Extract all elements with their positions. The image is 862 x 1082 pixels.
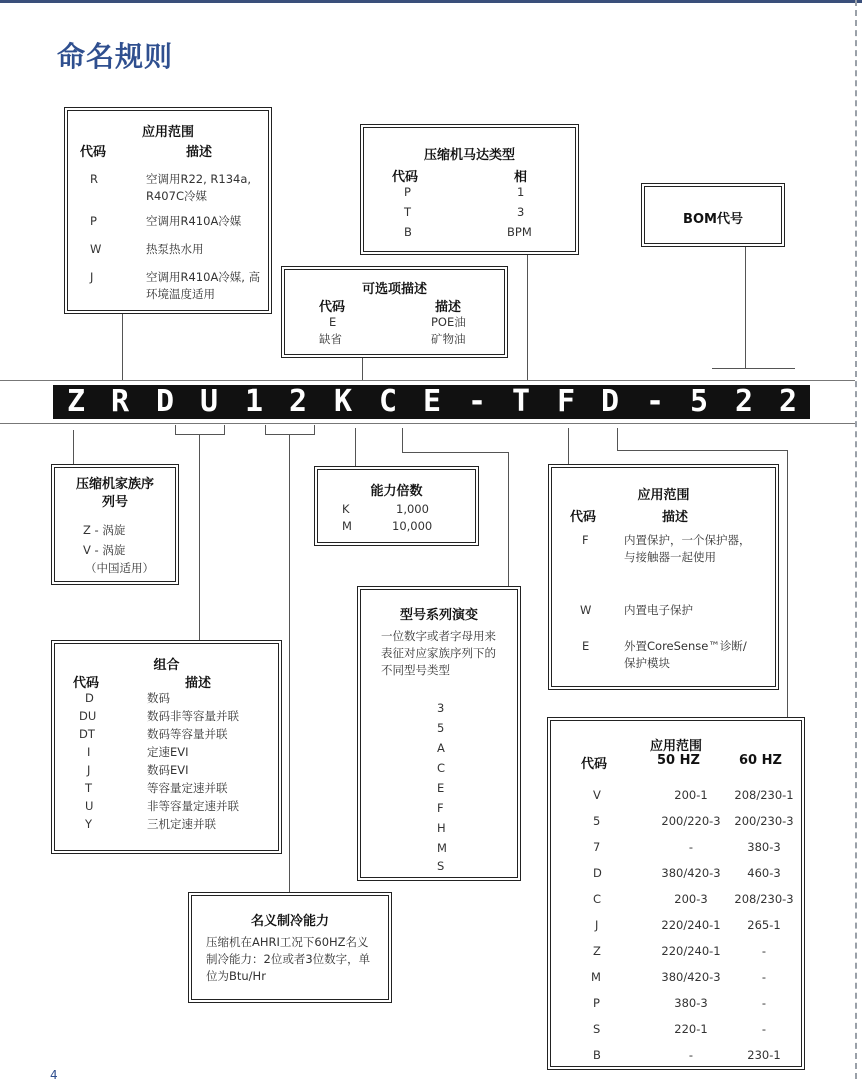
connector-voltage-c [787,450,788,718]
series-code: E [437,781,445,795]
connector-motor [527,255,528,380]
top-accent-bar [0,0,862,3]
col-60hz-header: 60 HZ [739,753,782,768]
row-50hz: 200-1 [674,788,708,802]
code-char: F [557,384,576,419]
code-char: 2 [779,384,798,419]
connector-capacity [355,428,356,466]
model-series-box [357,586,521,881]
series-code: C [437,761,446,775]
connector-series-b [402,452,508,453]
connector-series-a [402,428,403,452]
row-50hz: - [688,840,694,854]
row-code: J [595,918,599,932]
box-title: 可选项描述 [361,282,427,297]
row-code: E [582,639,590,653]
row-50hz: 200-3 [674,892,708,906]
row-code: M [342,519,352,533]
row-60hz: 265-1 [747,918,781,932]
box-title: 型号系列演变 [399,608,478,623]
row-desc: 数码 [147,691,170,705]
col-desc-header: 描述 [186,145,213,160]
row-code: C [593,892,602,906]
code-char: 1 [245,384,264,419]
code-char: C [379,384,398,419]
row-60hz: 230-1 [747,1048,781,1062]
connector-app-range-top [122,314,123,380]
row-desc: 矿物油 [431,332,466,346]
row-code: J [90,270,94,284]
row-60hz: 380-3 [747,840,781,854]
row-60hz: 460-3 [747,866,781,880]
rule-line-bottom [0,423,855,424]
row-code: D [593,866,602,880]
series-code: A [437,741,445,755]
col-code-header: 代码 [73,676,100,691]
col-desc-header: 描述 [185,676,212,691]
page-edge-dashed-line [855,0,857,1079]
col-code-header: 代码 [570,510,597,525]
code-char: T [512,384,531,419]
row-desc: 内置电子保护 [624,603,693,617]
box-title: 压缩机马达类型 [423,148,515,163]
row-phase: 1 [517,185,525,199]
col-code-header: 代码 [581,757,608,772]
box-title: 应用范围 [649,739,702,754]
row-code: D [85,691,94,705]
code-char: Z [67,384,86,419]
row-desc: 热泵热水用 [146,242,204,256]
row-desc: 三机定速并联 [147,817,216,831]
row-code: U [85,799,94,813]
row-value: 10,000 [392,519,433,533]
row-code: 5 [593,814,601,828]
code-char: D [156,384,175,419]
col-desc-header: 描述 [435,300,462,315]
box-title: BOM代号 [683,212,743,227]
row-code: Z [593,944,601,958]
row-code: R [90,172,98,186]
code-char: R [111,384,130,419]
box-title: 名义制冷能力 [250,914,329,929]
row-desc: 空调用R410A冷媒 [146,214,242,228]
page-title: 命名规则 [57,40,174,73]
code-char: D [601,384,620,419]
row-50hz: 220/240-1 [661,918,721,932]
series-code: S [437,859,445,873]
series-code: H [437,821,446,835]
connector-voltage-a [617,428,618,450]
model-code-bar [53,385,810,419]
row-code: Y [85,817,93,831]
bracket-12 [265,425,315,435]
row-code: W [90,242,102,256]
connector-bom [745,246,746,368]
row-phase: BPM [507,225,532,239]
row-code: W [580,603,592,617]
box-title: 压缩机家族序列号 [75,477,154,510]
series-code: M [437,841,447,855]
col-phase-header: 相 [514,170,528,185]
family-line: Z - 涡旋 [83,523,126,537]
app-range-box [64,107,272,314]
row-code: F [582,533,589,547]
family-line: V - 涡旋 [83,543,126,557]
col-code-header: 代码 [80,145,107,160]
row-code: DT [79,727,95,741]
row-desc: 数码EVI [147,763,189,777]
row-code: DU [79,709,97,723]
col-code-header: 代码 [392,170,419,185]
row-code: T [85,781,93,795]
row-code: 缺省 [319,332,342,346]
row-code: 7 [593,840,601,854]
box-title: 应用范围 [141,125,194,140]
row-code: B [593,1048,601,1062]
family-box [51,464,179,585]
series-code: 3 [437,701,445,715]
connector-voltage-b [617,450,787,451]
row-60hz: - [761,1022,767,1036]
row-code: S [593,1022,601,1036]
capacity-desc: 压缩机在AHRI工况下60HZ名义制冷能力：2位或者3位数字，单位为Btu/Hr [206,935,371,983]
row-60hz: - [761,944,767,958]
row-60hz: 200/230-3 [734,814,794,828]
row-60hz: 208/230-3 [734,892,794,906]
row-desc: 数码等容量并联 [147,727,228,741]
row-code: E [329,315,337,329]
row-desc: 空调用R410A冷媒, 高环境温度适用 [146,270,261,301]
rule-line-top [0,380,855,381]
row-60hz: - [761,970,767,984]
protection-box [548,464,779,690]
code-char: - [468,384,487,419]
nominal-capacity-box [188,892,392,1003]
row-desc: 内置保护，一个保护器，与接触器一起使用 [624,533,751,564]
connector-family [73,430,74,465]
row-desc: 空调用R22, R134a, R407C冷媒 [146,172,252,203]
series-code: 5 [437,721,445,735]
row-desc: 外置CoreSense™诊断/保护模块 [624,639,747,670]
row-50hz: 380/420-3 [661,970,721,984]
row-desc: 数码非等容量并联 [147,709,239,723]
row-desc: 等容量定速并联 [147,781,228,795]
voltage-box [547,717,805,1070]
box-title: 应用范围 [637,488,690,503]
row-50hz: 380-3 [674,996,708,1010]
row-code: V [593,788,601,802]
bracket-du [175,425,225,435]
box-title: 能力倍数 [370,484,423,499]
row-code: P [90,214,97,228]
code-char: K [334,384,353,419]
row-50hz: 220-1 [674,1022,708,1036]
row-value: 1,000 [396,502,429,516]
code-char: 2 [735,384,754,419]
row-code: M [591,970,601,984]
connector-bom-h [712,368,795,369]
col-50hz-header: 50 HZ [657,753,700,768]
row-phase: 3 [517,205,525,219]
row-code: B [404,225,412,239]
page-number: 4 [50,1068,58,1082]
row-60hz: 208/230-1 [734,788,794,802]
code-char: U [200,384,219,419]
row-60hz: - [761,996,767,1010]
row-code: I [87,745,91,759]
row-desc: 非等容量定速并联 [147,799,239,813]
connector-protection [568,428,569,464]
code-char: E [423,384,442,419]
row-50hz: 380/420-3 [661,866,721,880]
motor-type-box [360,124,579,255]
box-title: 组合 [153,658,180,673]
code-char: 2 [289,384,308,419]
connector-series-c [508,452,509,586]
connector-options [362,358,363,380]
row-code: P [404,185,411,199]
row-code: T [404,205,412,219]
row-50hz: 200/220-3 [661,814,721,828]
row-code: J [87,763,91,777]
row-code: P [593,996,600,1010]
connector-combination [199,434,200,640]
row-50hz: - [688,1048,694,1062]
col-desc-header: 描述 [662,510,689,525]
row-desc: POE油 [431,315,466,329]
family-line: （中国适用） [85,561,154,575]
capacity-multiplier-box [314,466,479,546]
bom-box [641,183,785,247]
code-char: 5 [690,384,709,419]
row-code: K [342,502,350,516]
series-code: F [437,801,444,815]
series-desc: 一位数字或者字母用来表征对应家族序列下的不同型号类型 [381,629,496,677]
options-box [281,266,508,358]
connector-nominal-v2 [289,434,290,892]
code-char: - [646,384,665,419]
combination-box [51,640,282,854]
row-50hz: 220/240-1 [661,944,721,958]
col-code-header: 代码 [319,300,346,315]
row-desc: 定速EVI [147,745,189,759]
